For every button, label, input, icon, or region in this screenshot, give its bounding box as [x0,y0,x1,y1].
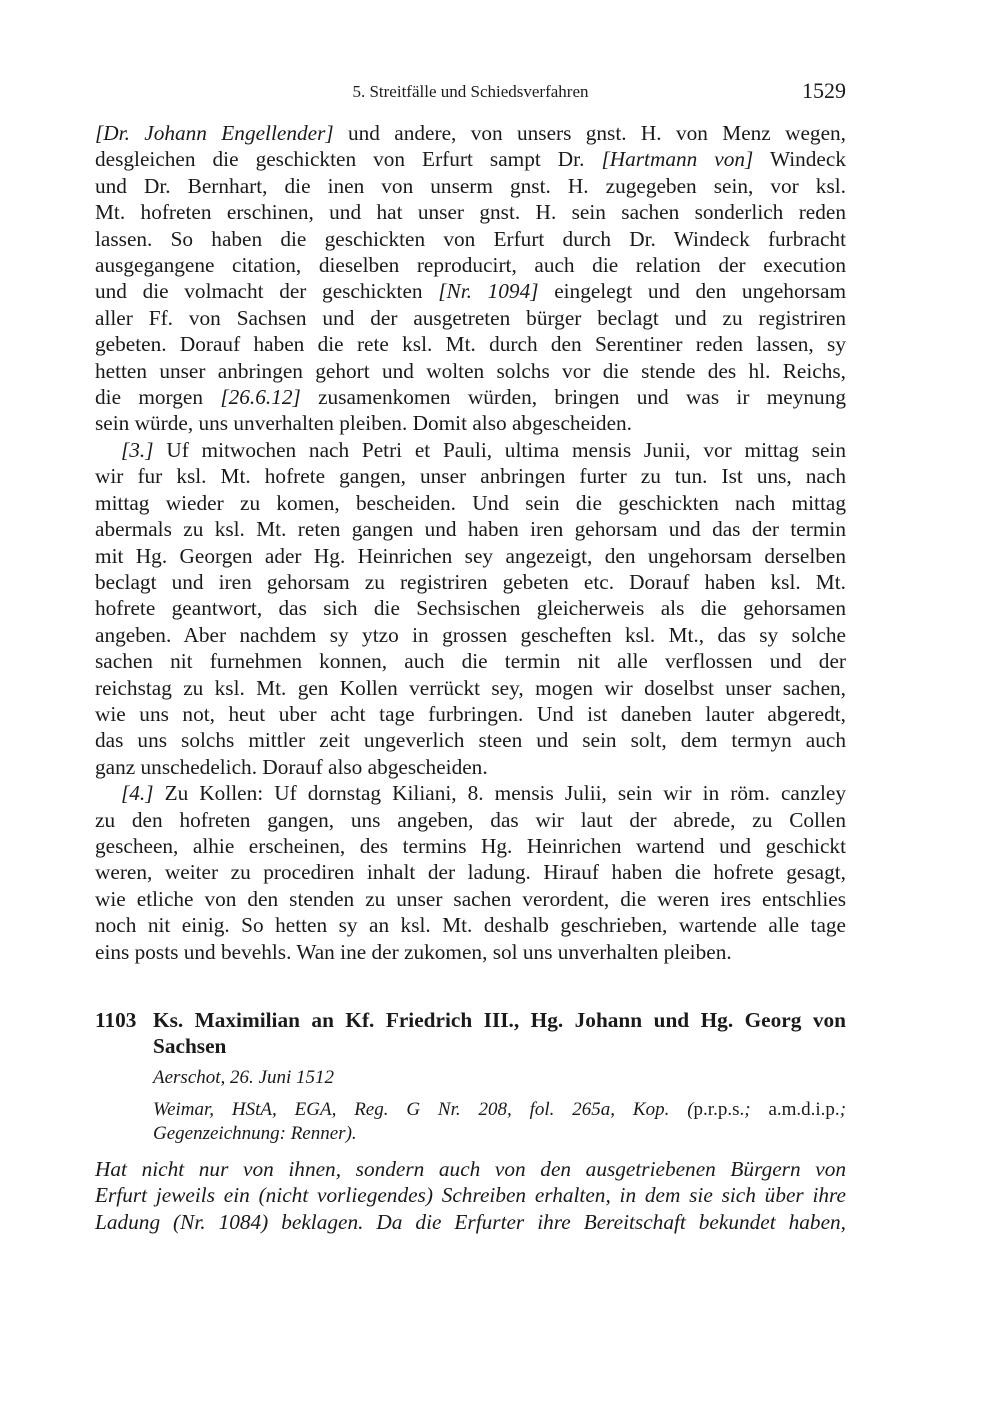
text-line: sachen nit furnehmen konnen, auch die termin nit alle verflossen und der [95,649,846,674]
text-line: zu den hofreten gangen, uns angeben, das wir laut der abrede, zu Collen [95,807,846,832]
text-line: und die volmacht der geschickten [Nr. 1094] eingelegt und den ungehorsam [95,279,847,304]
document-regest [95,1156,846,1235]
editorial-insert: [Hartmann von] [601,147,754,172]
text-line: mittag wieder zu komen, bescheiden. Und sein die geschickten nach mittag [95,490,846,515]
text-line: Ladung (Nr. 1084) beklagen. Da die Erfurter ihre Bereitschaft bekundet haben, [95,1209,846,1234]
text-line: hetten unser anbringen gehort und wolten solchs vor die stende des hl. Reichs, [95,358,846,383]
text-line: Sachsen [153,1034,227,1059]
document-title [153,1007,846,1060]
text-line: hofrete geantwort, das sich die Sechsischen gleicherweis als die gehorsamen [95,596,846,621]
text-line: aller Ff. von Sachsen und der ausgetreten bürger beclagt und zu registriren [95,305,846,330]
document-source [153,1098,846,1146]
text-line: und Dr. Bernhart, die inen von unserm gnst. H. zugegeben sein, vor ksl. [95,173,846,198]
text-line: Weimar, HStA, EGA, Reg. G Nr. 208, fol. 265a, Kop. (p.r.p.s.; a.m.d.i.p.; [153,1098,847,1120]
text-line: noch nit einig. So hetten sy an ksl. Mt. deshalb geschrieben, wartende alle tage [95,913,846,938]
text-line: Gegenzeichnung: Renner). [153,1122,357,1144]
running-title: 5. Streitfälle und Schiedsverfahren [352,82,589,101]
text-line: wie uns not, heut uber acht tage furbringen. Und ist daneben lauter abgeredt, [95,701,846,726]
document-number: 1103 [95,1008,137,1032]
paragraph-2 [95,120,846,437]
page-number: 1529 [802,78,846,103]
text-line: [3.] Uf mitwochen nach Petri et Pauli, ultima mensis Junii, vor mittag sein [121,437,846,462]
text-line: ganz unschedelich. Dorauf also abgescheiden. [95,754,488,779]
text-line: lassen. So haben die geschickten von Erfurt durch Dr. Windeck furbracht [95,226,846,251]
text-line: gebeten. Dorauf haben die rete ksl. Mt. durch den Serentiner reden lassen, sy [95,332,846,357]
text-line: reichstag zu ksl. Mt. gen Kollen verrückt sey, mogen wir doselbst unser sachen, [95,675,846,700]
text-line: weren, weiter zu procediren inhalt der ladung. Hirauf haben die hofrete gesagt, [95,860,846,885]
text-line: beclagt und iren gehorsam zu registriren gebeten etc. Dorauf haben ksl. Mt. [95,569,846,594]
section-number: [4.] [121,781,154,806]
text-line: gescheen, alhie erscheinen, des termins Hg. Heinrichen wartend und geschickt [95,833,846,858]
text-line: Mt. hofreten erschinen, und hat unser gnst. H. sein sachen sonderlich reden [95,200,846,225]
editorial-insert: [Nr. 1094] [438,279,539,304]
editorial-insert: [Dr. Johann Engellender] [95,121,334,145]
text-line: mit Hg. Georgen ader Hg. Heinrichen sey angezeigt, den ungehorsam derselben [95,543,846,568]
main-text [95,120,846,965]
page-header [95,78,846,108]
text-line: sein würde, uns unverhalten pleiben. Domit also abgescheiden. [95,411,633,436]
paragraph-3 [95,437,846,780]
paragraph-4 [95,780,846,965]
text-line: Hat nicht nur von ihnen, sondern auch von den ausgetriebenen Bürgern von [95,1156,846,1181]
text-line: die morgen [26.6.12] zusamenkomen würden, bringen und was ir meynung [95,385,846,410]
document-entry [95,1007,846,1235]
text-line: Ks. Maximilian an Kf. Friedrich III., Hg. Johann und Hg. Georg von [153,1008,846,1032]
text-line: angeben. Aber nachdem sy ytzo in grossen gescheften ksl. Mt., das sy solche [95,622,846,647]
document-heading [95,1007,846,1060]
text-line: desgleichen die geschickten von Erfurt sampt Dr. [Hartmann von] Windeck [95,147,846,172]
text-line: [Dr. Johann Engellender] und andere, von unsers gnst. H. von Menz wegen, [95,121,846,145]
text-line: [4.] Zu Kollen: Uf dornstag Kiliani, 8. mensis Julii, sein wir in röm. canzley [121,781,846,806]
editorial-insert: [26.6.12] [220,385,301,410]
text-line: eins posts und bevehls. Wan ine der zukomen, sol uns unverhalten pleiben. [95,939,732,964]
text-line: wie etliche von den stenden zu unser sachen verordent, die weren ires entschlies [95,886,846,911]
text-line: Erfurt jeweils ein (nicht vorliegendes) Schreiben erhalten, in dem sie sich über ihre [95,1183,846,1208]
section-number: [3.] [121,437,154,462]
text-line: das uns solchs mittler zeit ungeverlich steen und sein solt, dem termyn auch [95,728,846,753]
text-line: ausgegangene citation, dieselben reproducirt, auch die relation der execution [95,253,846,278]
text-line: wir fur ksl. Mt. hofrete gangen, unser anbringen furter zu tun. Ist uns, nach [95,464,846,489]
document-place-date: Aerschot, 26. Juni 1512 [153,1066,335,1088]
text-line: abermals zu ksl. Mt. reten gangen und haben iren gehorsam und das der termin [95,517,846,542]
